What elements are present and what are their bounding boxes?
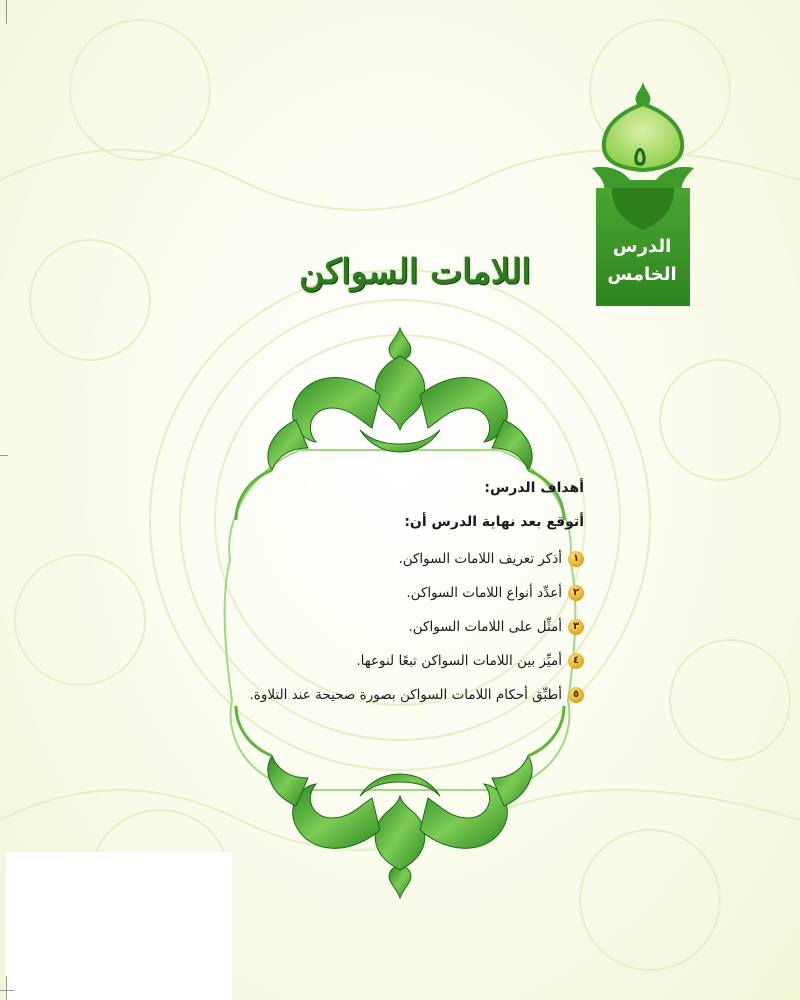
blank-corner-area <box>6 852 232 1000</box>
page-title: اللامات السواكن <box>299 252 531 292</box>
crop-mark-bottom-edge <box>0 990 14 991</box>
crop-mark-mid-left <box>0 455 8 456</box>
objective-item-1 <box>232 546 584 572</box>
lesson-label: الدرس <box>612 236 672 257</box>
objectives-heading: أهداف الدرس: <box>484 480 584 496</box>
objectives-list <box>232 546 584 708</box>
number-badge-icon: ٥ <box>568 687 584 703</box>
crop-mark-bottom-left <box>6 976 7 1000</box>
objective-item-4 <box>232 648 584 674</box>
lesson-ordinal: الخامس <box>607 264 677 285</box>
objective-text: أذكر تعريف اللامات السواكن. <box>398 551 562 567</box>
number-badge-icon: ١ <box>568 551 584 567</box>
number-badge-icon: ٤ <box>568 653 584 669</box>
lesson-objectives <box>232 480 584 716</box>
objectives-intro: أتوقع بعد نهاية الدرس أن: <box>404 514 584 530</box>
objective-text: أميِّز بين اللامات السواكن تبعًا لنوعها. <box>356 653 562 669</box>
objective-text: أمثِّل على اللامات السواكن. <box>408 619 562 635</box>
lesson-number: ٥ <box>633 142 647 172</box>
crop-mark-top-left <box>6 0 7 24</box>
number-badge-icon: ٣ <box>568 619 584 635</box>
objective-item-5 <box>232 682 584 708</box>
objective-item-3 <box>232 614 584 640</box>
number-badge-icon: ٢ <box>568 585 584 601</box>
objective-item-2 <box>232 580 584 606</box>
objective-text: أعدِّد أنواع اللامات السواكن. <box>406 585 562 601</box>
objective-text: أطبِّق أحكام اللامات السواكن بصورة صحيحة عند التلاوة. <box>249 687 562 703</box>
